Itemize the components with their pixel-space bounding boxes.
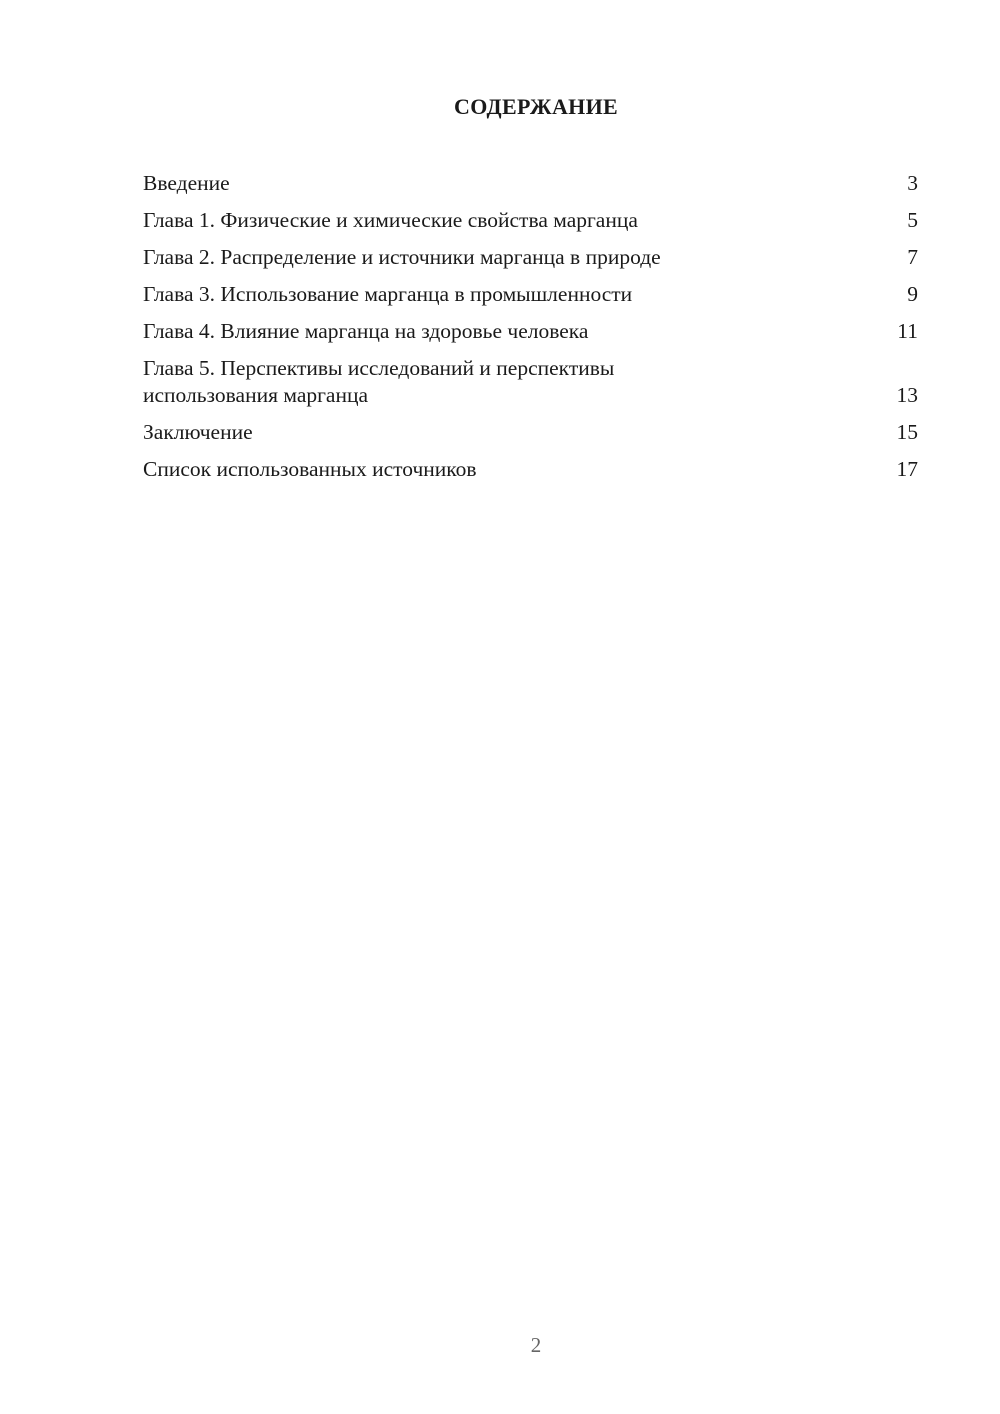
toc-entry-page: 15 — [896, 420, 918, 444]
table-of-contents — [143, 170, 918, 493]
toc-entry — [143, 207, 918, 234]
toc-entry — [143, 244, 918, 271]
page-number: 2 — [530, 1333, 542, 1357]
toc-entry-title: Глава 5. Перспективы исследований и перспективы использования марганца — [143, 356, 615, 407]
toc-entry — [143, 419, 918, 446]
toc-entry-page: 11 — [897, 319, 918, 343]
toc-entry-page: 5 — [907, 208, 918, 232]
toc-entry — [143, 318, 918, 345]
toc-entry-page: 13 — [896, 383, 918, 407]
toc-entry-title: Заключение — [143, 420, 253, 444]
toc-entry-title: Глава 2. Распределение и источники марганца в природе — [143, 245, 661, 269]
toc-entry-title: Глава 3. Использование марганца в промышленности — [143, 282, 633, 306]
toc-entry — [143, 355, 918, 409]
toc-entry-title: Глава 4. Влияние марганца на здоровье человека — [143, 319, 589, 343]
toc-entry-title: Введение — [143, 171, 230, 195]
toc-entry-page: 3 — [907, 171, 918, 195]
toc-entry — [143, 281, 918, 308]
toc-entry — [143, 456, 918, 483]
toc-entry-title: Список использованных источников — [143, 457, 477, 481]
toc-entry-page: 9 — [907, 282, 918, 306]
toc-entry-page: 7 — [907, 245, 918, 269]
toc-entry-page: 17 — [896, 457, 918, 481]
page-title: СОДЕРЖАНИЕ — [454, 94, 618, 119]
toc-entry — [143, 170, 918, 197]
toc-entry-title: Глава 1. Физические и химические свойства марганца — [143, 208, 638, 232]
